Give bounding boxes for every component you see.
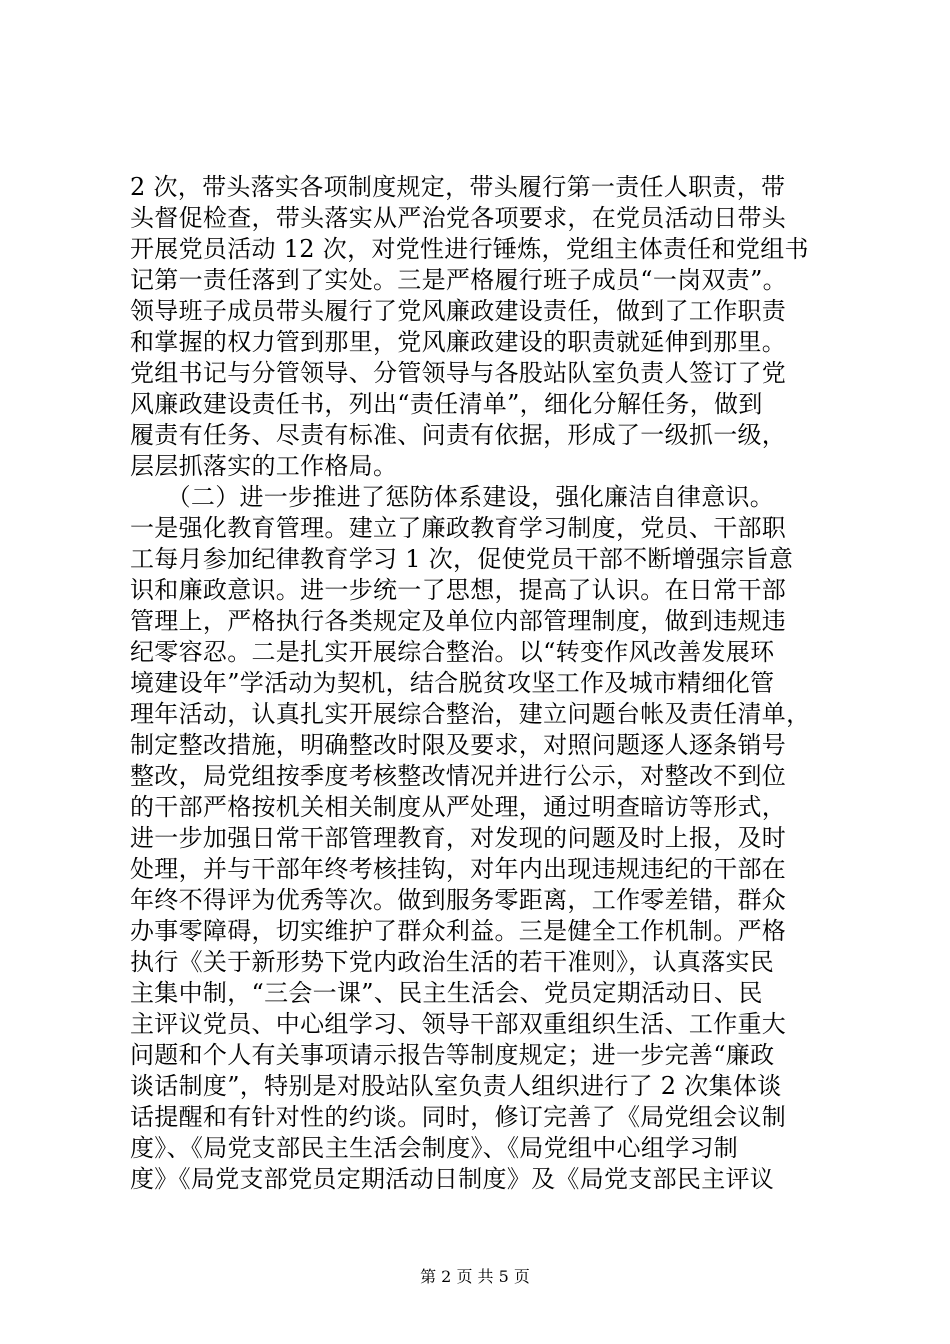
text-line: 和掌握的权力管到那里，党风廉政建设的职责就延伸到那里。 [130, 328, 787, 356]
body-text [130, 172, 850, 1195]
text-line: 2 次，带头落实各项制度规定，带头履行第一责任人职责，带 [130, 173, 786, 201]
section-heading-line: （二）进一步推进了惩防体系建设，强化廉洁自律意识。 [130, 483, 775, 511]
text-line: 整改，局党组按季度考核整改情况并进行公示，对整改不到位 [130, 762, 787, 790]
text-line: 主评议党员、中心组学习、领导干部双重组织生活、工作重大 [130, 1010, 787, 1038]
text-line: 度》、《局党支部民主生活会制度》、《局党组中心组学习制 [130, 1134, 739, 1162]
text-line: 问题和个人有关事项请示报告等制度规定；进一步完善“廉政 [130, 1041, 775, 1069]
text-line: 一是强化教育管理。建立了廉政教育学习制度，党员、干部职 [130, 514, 787, 542]
text-line: 谈话制度”，特别是对股站队室负责人组织进行了 2 次集体谈 [130, 1072, 782, 1100]
text-line: 年终不得评为优秀等次。做到服务零距离，工作零差错，群众 [130, 886, 787, 914]
text-line: 记第一责任落到了实处。三是严格履行班子成员“一岗双责”。 [130, 266, 787, 294]
text-line: 处理，并与干部年终考核挂钩，对年内出现违规违纪的干部在 [130, 855, 787, 883]
text-line: 理年活动，认真扎实开展综合整治，建立问题台帐及责任清单， [130, 700, 811, 728]
text-line: 执行《关于新形势下党内政治生活的若干准则》，认真落实民 [130, 948, 775, 976]
text-line: 制定整改措施，明确整改时限及要求，对照问题逐人逐条销号 [130, 731, 787, 759]
text-line: 境建设年”学活动为契机，结合脱贫攻坚工作及城市精细化管 [130, 669, 775, 697]
text-line: 识和廉政意识。进一步统一了思想，提高了认识。在日常干部 [130, 576, 787, 604]
text-line: 度》《局党支部党员定期活动日制度》及《局党支部民主评议 [130, 1165, 775, 1193]
text-line: 办事零障碍，切实维护了群众利益。三是健全工作机制。严格 [130, 917, 787, 945]
text-line: 话提醒和有针对性的约谈。同时，修订完善了《局党组会议制 [130, 1103, 787, 1131]
text-line: 管理上，严格执行各类规定及单位内部管理制度，做到违规违 [130, 607, 787, 635]
text-line: 纪零容忍。二是扎实开展综合整治。以“转变作风改善发展环 [130, 638, 775, 666]
text-line: 层层抓落实的工作格局。 [130, 452, 398, 480]
text-line: 开展党员活动 12 次，对党性进行锤炼，党组主体责任和党组书 [130, 235, 809, 263]
text-line: 领导班子成员带头履行了党风廉政建设责任，做到了工作职责 [130, 297, 787, 325]
page-number-footer: 第 2 页 共 5 页 [420, 1267, 530, 1286]
text-line: 的干部严格按机关相关制度从严处理，通过明查暗访等形式， [130, 793, 787, 821]
text-line: 履责有任务、尽责有标准、问责有依据，形成了一级抓一级， [130, 421, 787, 449]
text-line: 头督促检查，带头落实从严治党各项要求，在党员活动日带头 [130, 204, 787, 232]
text-line: 进一步加强日常干部管理教育，对发现的问题及时上报，及时 [130, 824, 787, 852]
text-line: 工每月参加纪律教育学习 1 次，促使党员干部不断增强宗旨意 [130, 545, 794, 573]
text-line: 党组书记与分管领导、分管领导与各股站队室负责人签订了党 [130, 359, 787, 387]
text-line: 风廉政建设责任书，列出“责任清单”，细化分解任务，做到 [130, 390, 763, 418]
text-line: 主集中制，“三会一课”、民主生活会、党员定期活动日、民 [130, 979, 763, 1007]
